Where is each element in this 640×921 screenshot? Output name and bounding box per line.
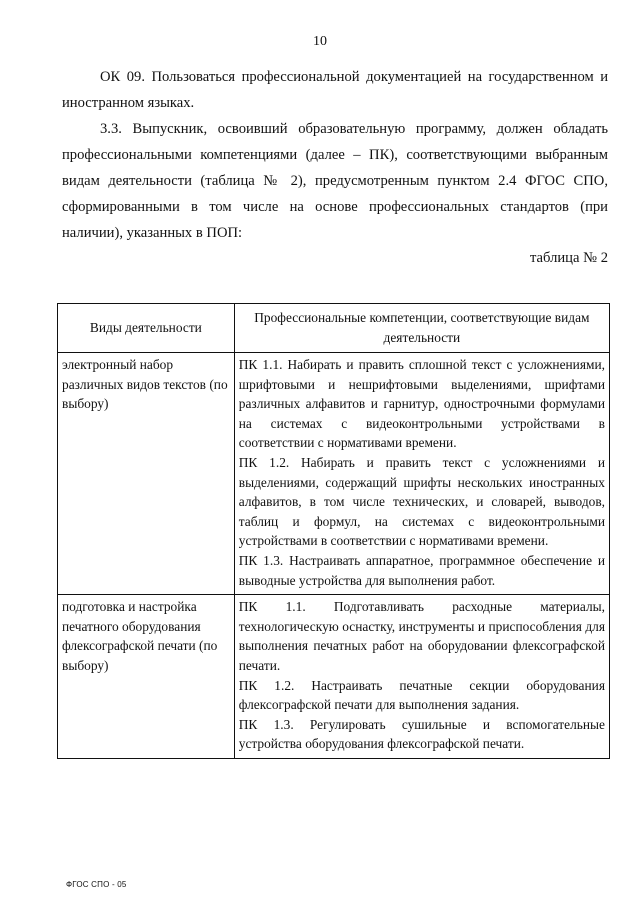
table-row [58,595,610,759]
footer-label: ФГОС СПО - 05 [66,880,127,889]
competency-item: ПК 1.2. Набирать и править текст с усложнениями и выделениями, содержащий шрифты нескольких иностранных алфавитов, в том числе технических, и словарей, выводов, таблиц и формул, на системах с видеоконтрольными устройствами в соответствии с нормативами времени. [238,454,605,549]
competency-item: ПК 1.3. Регулировать сушильные и вспомогательные устройства оборудования флексографской печати. [238,716,605,752]
competency-item: ПК 1.1. Подготавливать расходные материалы, технологическую оснастку, инструменты и приспособления для выполнения печатных работ на оборудовании флексографской печати. [238,599,605,673]
table-row [58,353,610,595]
paragraph-3-3: 3.3. Выпускник, освоивший образовательную программу, должен обладать профессиональными компетенциями (далее – ПК), соответствующими выбранным видам деятельности (таблица № 2), предусмотренным пунктом 2.4 ФГОС СПО, сформированными в том числе на основе профессиональных стандартов (при наличии), указанных в ПОП: [62,121,608,241]
header-competencies: Профессиональные компетенции, соответствующие видам деятельности [234,304,609,353]
table-caption: таблица № 2 [530,250,608,266]
competencies-cell [234,353,609,595]
activity-cell: подготовка и настройка печатного оборудования флексографской печати (по выбору) [58,595,235,759]
table-header-row [58,304,610,353]
activity-cell: электронный набор различных видов текстов (по выбору) [58,353,235,595]
competency-item: ПК 1.1. Набирать и править сплошной текст с усложнениями, шрифтовыми и нешрифтовыми выделениями, шрифтами различных алфавитов и гарнитур, однострочными формулами на системах с видеоконтрольными устройствами в соответствии с нормативами времени. [238,357,605,451]
competency-item: ПК 1.2. Настраивать печатные секции оборудования флексографской печати для выполнения задания. [238,677,605,713]
competency-item: ПК 1.3. Настраивать аппаратное, программное обеспечение и выводные устройства для выполнения работ. [238,552,605,588]
competencies-cell [234,595,609,759]
page-number: 10 [313,34,327,49]
competencies-table [57,303,610,759]
header-activities: Виды деятельности [58,304,235,353]
paragraph-ok09: ОК 09. Пользоваться профессиональной документацией на государственном и иностранном языках. [62,69,608,111]
